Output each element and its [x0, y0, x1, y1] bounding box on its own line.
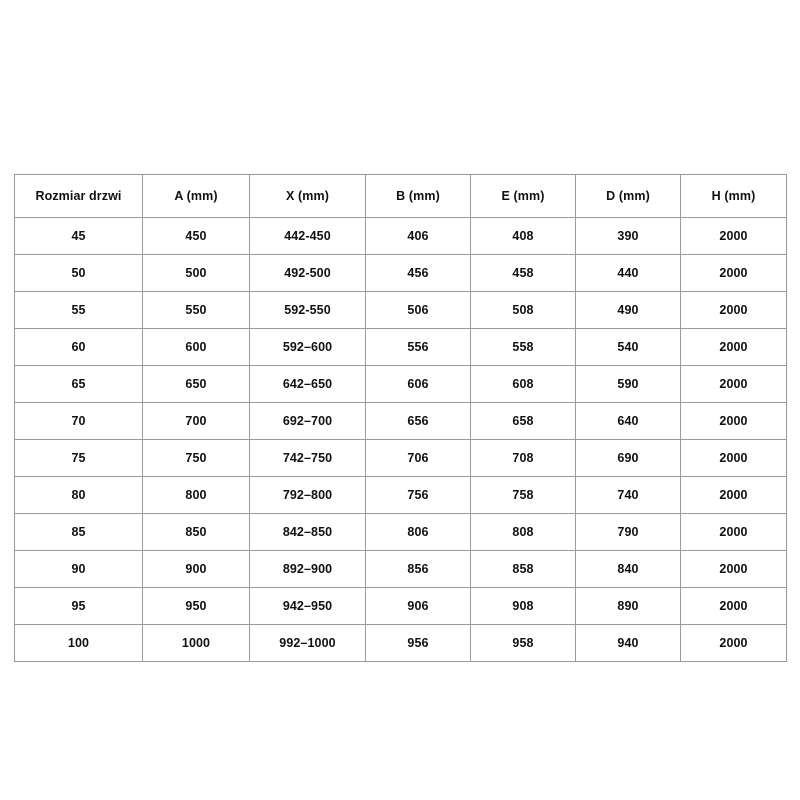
- table-row: [15, 440, 787, 477]
- cell-e: 958: [471, 625, 576, 662]
- table-row: [15, 292, 787, 329]
- cell-a: 800: [143, 477, 250, 514]
- cell-e: 458: [471, 255, 576, 292]
- cell-x: 642–650: [250, 366, 366, 403]
- cell-h: 2000: [681, 551, 787, 588]
- door-sizes-table: [14, 174, 787, 662]
- cell-e: 658: [471, 403, 576, 440]
- cell-a: 950: [143, 588, 250, 625]
- cell-size: 60: [15, 329, 143, 366]
- table-row: [15, 477, 787, 514]
- table-row: [15, 551, 787, 588]
- cell-x: 792–800: [250, 477, 366, 514]
- cell-size: 80: [15, 477, 143, 514]
- cell-e: 758: [471, 477, 576, 514]
- cell-h: 2000: [681, 514, 787, 551]
- cell-e: 408: [471, 218, 576, 255]
- door-sizes-table-container: [14, 174, 786, 662]
- cell-x: 592–600: [250, 329, 366, 366]
- cell-b: 956: [366, 625, 471, 662]
- cell-e: 608: [471, 366, 576, 403]
- table-row: [15, 514, 787, 551]
- cell-a: 750: [143, 440, 250, 477]
- column-header-d: D (mm): [576, 175, 681, 218]
- cell-h: 2000: [681, 329, 787, 366]
- table-row: [15, 329, 787, 366]
- cell-e: 708: [471, 440, 576, 477]
- cell-a: 450: [143, 218, 250, 255]
- cell-d: 590: [576, 366, 681, 403]
- cell-h: 2000: [681, 625, 787, 662]
- cell-x: 442-450: [250, 218, 366, 255]
- cell-d: 790: [576, 514, 681, 551]
- cell-x: 492-500: [250, 255, 366, 292]
- cell-h: 2000: [681, 403, 787, 440]
- cell-size: 90: [15, 551, 143, 588]
- cell-b: 506: [366, 292, 471, 329]
- cell-b: 756: [366, 477, 471, 514]
- table-row: [15, 625, 787, 662]
- cell-b: 806: [366, 514, 471, 551]
- table-header-row: [15, 175, 787, 218]
- cell-h: 2000: [681, 440, 787, 477]
- cell-size: 65: [15, 366, 143, 403]
- cell-e: 808: [471, 514, 576, 551]
- column-header-a: A (mm): [143, 175, 250, 218]
- cell-e: 908: [471, 588, 576, 625]
- cell-e: 508: [471, 292, 576, 329]
- cell-size: 55: [15, 292, 143, 329]
- cell-a: 700: [143, 403, 250, 440]
- cell-x: 592-550: [250, 292, 366, 329]
- cell-a: 900: [143, 551, 250, 588]
- cell-h: 2000: [681, 477, 787, 514]
- cell-d: 640: [576, 403, 681, 440]
- cell-a: 500: [143, 255, 250, 292]
- cell-d: 890: [576, 588, 681, 625]
- table-row: [15, 218, 787, 255]
- cell-d: 540: [576, 329, 681, 366]
- cell-h: 2000: [681, 366, 787, 403]
- cell-h: 2000: [681, 218, 787, 255]
- cell-size: 50: [15, 255, 143, 292]
- cell-size: 95: [15, 588, 143, 625]
- table-row: [15, 366, 787, 403]
- cell-d: 690: [576, 440, 681, 477]
- cell-h: 2000: [681, 588, 787, 625]
- cell-x: 842–850: [250, 514, 366, 551]
- cell-size: 100: [15, 625, 143, 662]
- cell-e: 558: [471, 329, 576, 366]
- cell-size: 45: [15, 218, 143, 255]
- cell-b: 906: [366, 588, 471, 625]
- cell-size: 75: [15, 440, 143, 477]
- cell-b: 606: [366, 366, 471, 403]
- table-row: [15, 403, 787, 440]
- cell-size: 85: [15, 514, 143, 551]
- cell-a: 850: [143, 514, 250, 551]
- cell-h: 2000: [681, 255, 787, 292]
- cell-d: 940: [576, 625, 681, 662]
- column-header-x: X (mm): [250, 175, 366, 218]
- cell-b: 456: [366, 255, 471, 292]
- cell-x: 892–900: [250, 551, 366, 588]
- cell-d: 390: [576, 218, 681, 255]
- cell-a: 550: [143, 292, 250, 329]
- column-header-b: B (mm): [366, 175, 471, 218]
- cell-x: 942–950: [250, 588, 366, 625]
- cell-d: 840: [576, 551, 681, 588]
- cell-d: 440: [576, 255, 681, 292]
- cell-x: 992–1000: [250, 625, 366, 662]
- cell-e: 858: [471, 551, 576, 588]
- table-row: [15, 588, 787, 625]
- table-row: [15, 255, 787, 292]
- column-header-e: E (mm): [471, 175, 576, 218]
- cell-a: 600: [143, 329, 250, 366]
- cell-h: 2000: [681, 292, 787, 329]
- column-header-h: H (mm): [681, 175, 787, 218]
- cell-x: 742–750: [250, 440, 366, 477]
- cell-d: 490: [576, 292, 681, 329]
- cell-x: 692–700: [250, 403, 366, 440]
- cell-b: 406: [366, 218, 471, 255]
- cell-a: 1000: [143, 625, 250, 662]
- cell-a: 650: [143, 366, 250, 403]
- cell-b: 556: [366, 329, 471, 366]
- column-header-size: Rozmiar drzwi: [15, 175, 143, 218]
- cell-b: 656: [366, 403, 471, 440]
- cell-b: 706: [366, 440, 471, 477]
- cell-size: 70: [15, 403, 143, 440]
- cell-b: 856: [366, 551, 471, 588]
- cell-d: 740: [576, 477, 681, 514]
